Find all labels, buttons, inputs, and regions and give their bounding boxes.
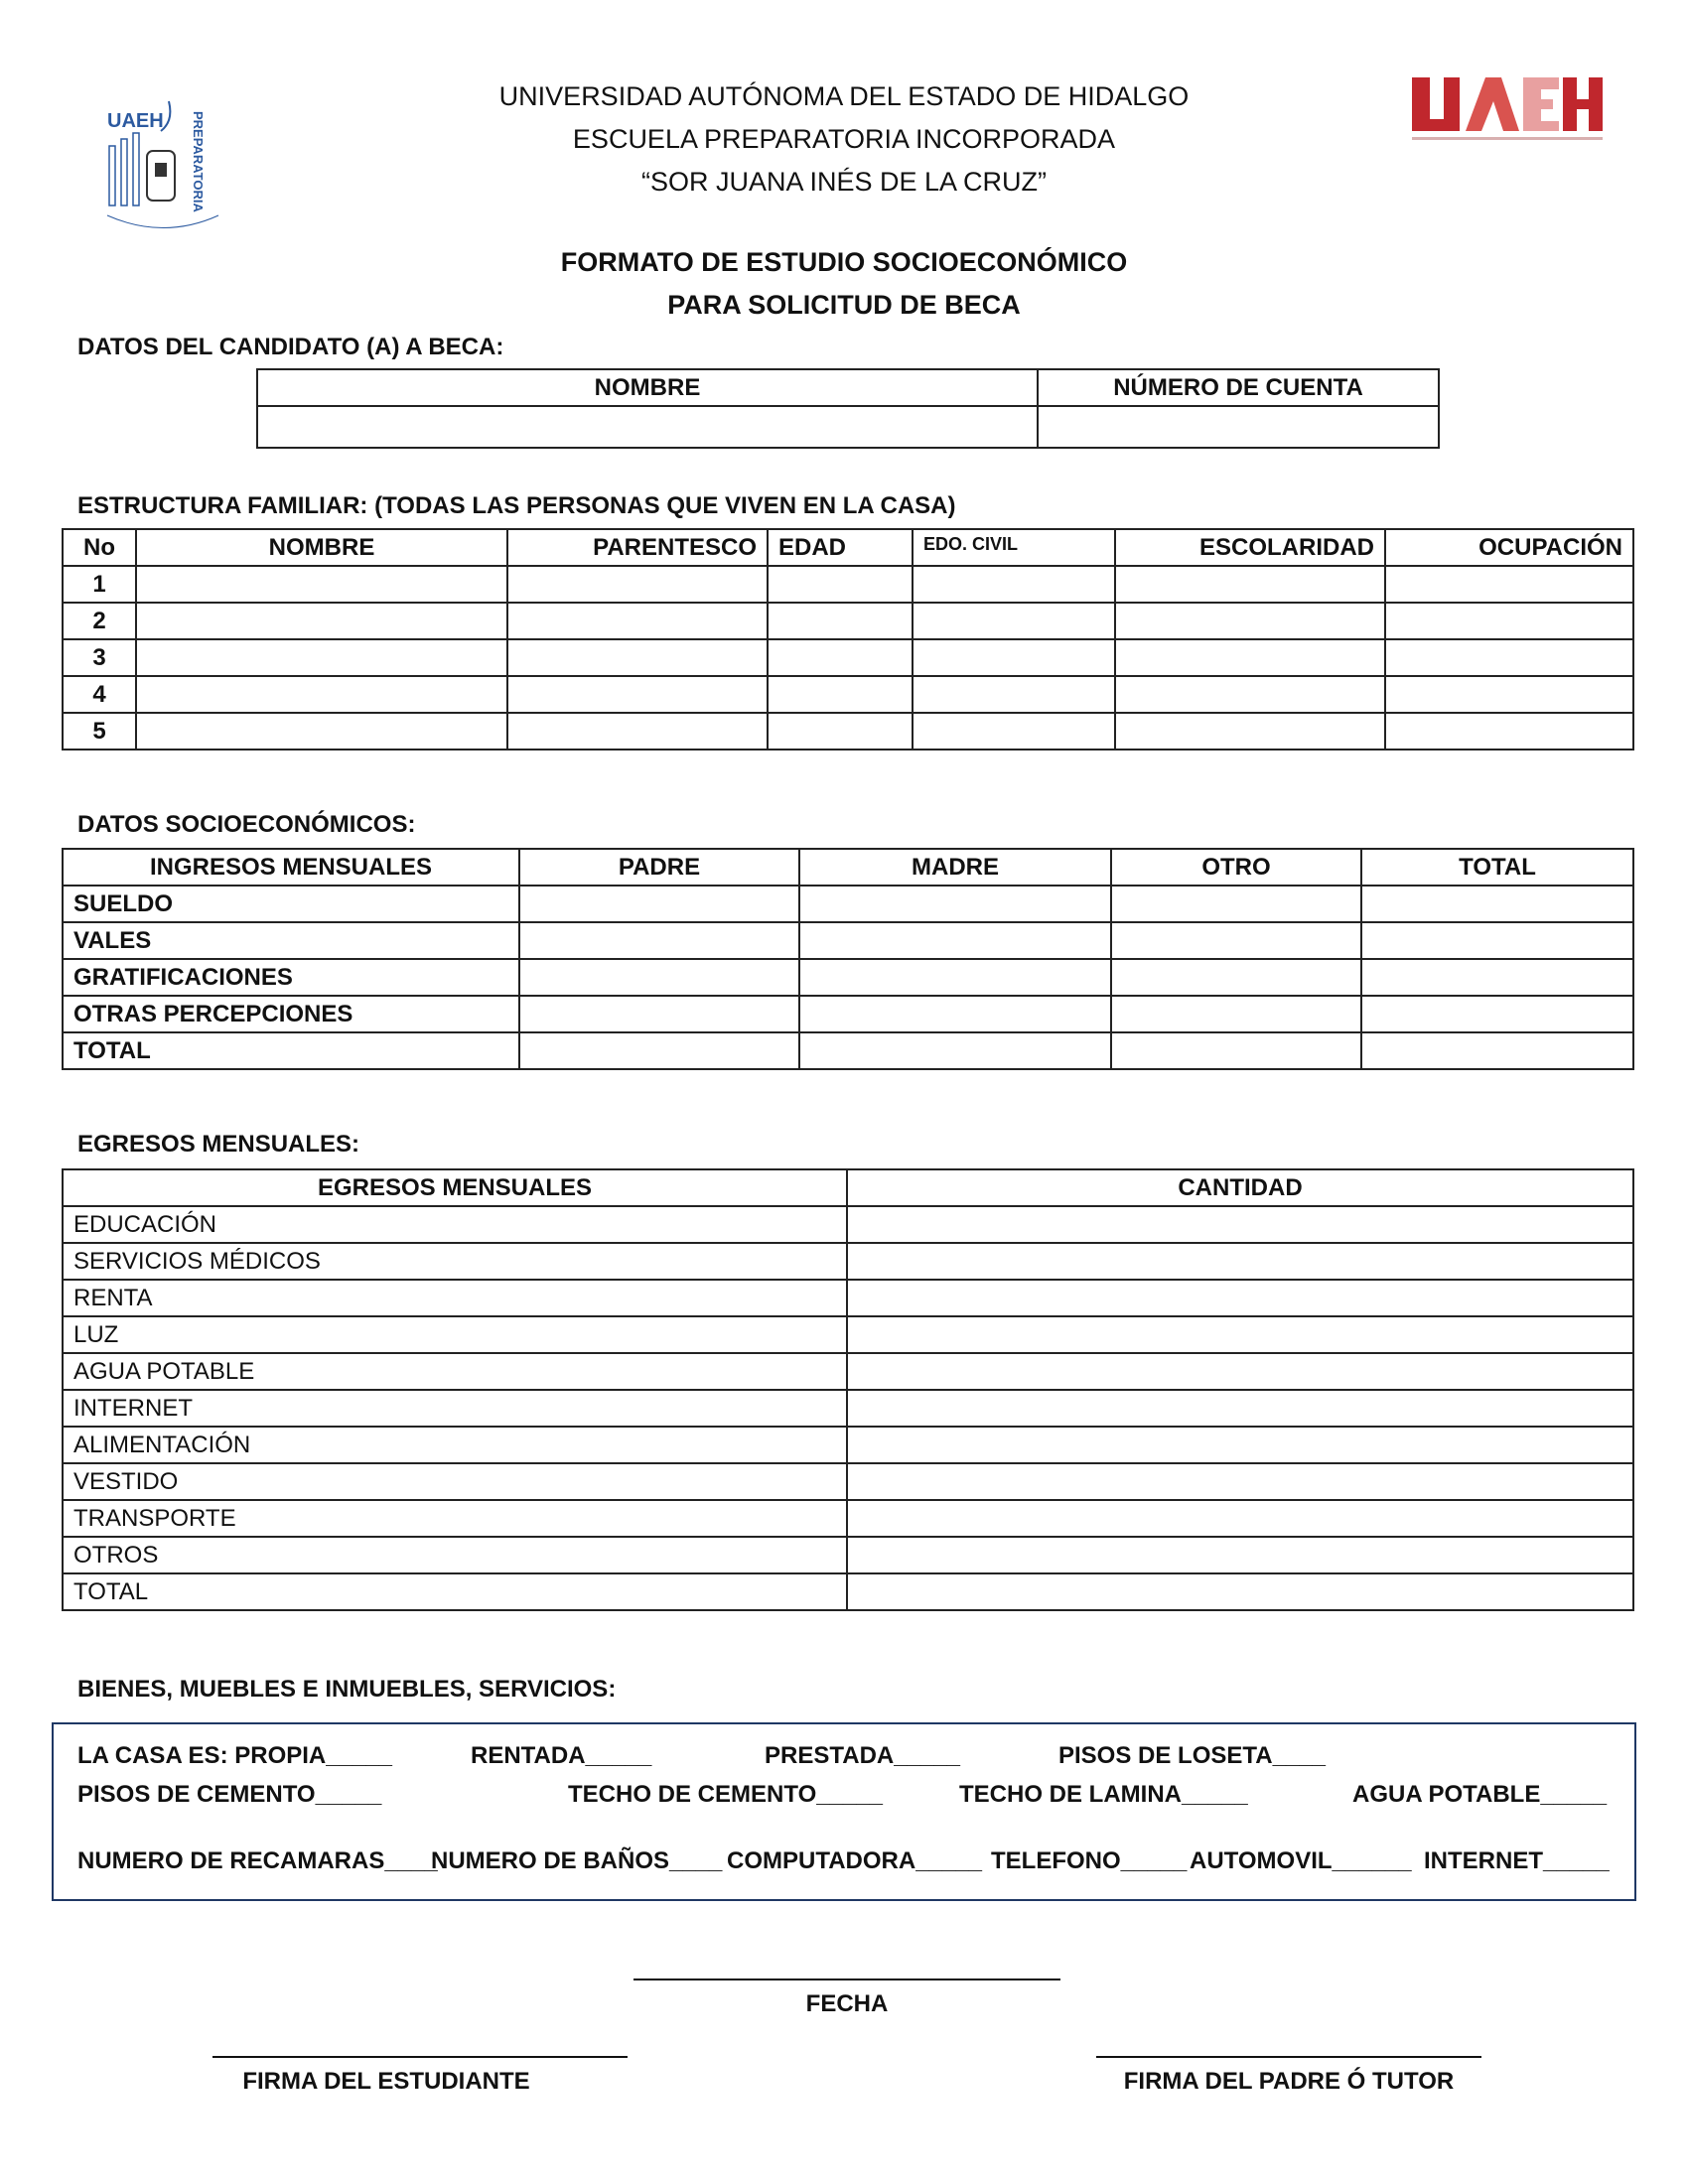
preparatoria-logo (99, 91, 228, 250)
rentada-field[interactable]: RENTADA_____ (471, 1742, 652, 1769)
computadora-field[interactable]: COMPUTADORA_____ (727, 1847, 982, 1874)
header-ingresos: INGRESOS MENSUALES (63, 849, 519, 886)
row-label: TRANSPORTE (63, 1500, 847, 1537)
table-cell[interactable] (847, 1463, 1633, 1500)
table-cell[interactable] (847, 1427, 1633, 1463)
firma-tutor-label: FIRMA DEL PADRE Ó TUTOR (1123, 2068, 1455, 2095)
table-cell[interactable] (136, 713, 507, 750)
table-cell[interactable] (1385, 676, 1633, 713)
table-cell[interactable] (768, 639, 913, 676)
table-cell[interactable] (847, 1206, 1633, 1243)
internet-field[interactable]: INTERNET_____ (1424, 1847, 1610, 1874)
table-cell[interactable] (913, 713, 1115, 750)
form-subtitle: PARA SOLICITUD DE BECA (667, 290, 1021, 320)
table-cell[interactable] (1115, 713, 1385, 750)
university-name: UNIVERSIDAD AUTÓNOMA DEL ESTADO DE HIDALGO (498, 81, 1190, 111)
section-candidato: DATOS DEL CANDIDATO (A) A BECA: (77, 334, 504, 360)
table-cell[interactable] (519, 886, 799, 922)
table-cell[interactable] (847, 1500, 1633, 1537)
table-cell[interactable] (1115, 566, 1385, 603)
table-cell[interactable] (507, 566, 768, 603)
table-cell[interactable] (1385, 639, 1633, 676)
table-cell[interactable] (1111, 996, 1361, 1032)
table-cell[interactable] (913, 566, 1115, 603)
row-label: GRATIFICACIONES (63, 959, 519, 996)
row-label: OTROS (63, 1537, 847, 1573)
table-cell[interactable] (1111, 922, 1361, 959)
table-cell[interactable] (847, 1537, 1633, 1573)
table-cell[interactable] (799, 922, 1111, 959)
table-cell[interactable] (1361, 922, 1633, 959)
table-cell[interactable] (913, 603, 1115, 639)
header-parentesco: PARENTESCO (507, 529, 768, 566)
table-cell[interactable] (847, 1316, 1633, 1353)
candidato-table (256, 368, 1440, 449)
table-cell[interactable] (847, 1390, 1633, 1427)
table-cell[interactable] (519, 922, 799, 959)
section-familia: ESTRUCTURA FAMILIAR: (TODAS LAS PERSONAS QUE VIVEN EN LA CASA) (77, 492, 956, 519)
row-label: INTERNET (63, 1390, 847, 1427)
table-cell[interactable] (799, 886, 1111, 922)
table-cell[interactable] (136, 566, 507, 603)
firma-estudiante-label: FIRMA DEL ESTUDIANTE (242, 2068, 530, 2095)
header-otro: OTRO (1111, 849, 1361, 886)
familia-table (62, 528, 1634, 751)
header-egresos: EGRESOS MENSUALES (63, 1169, 847, 1206)
row-label: VALES (63, 922, 519, 959)
automovil-field[interactable]: AUTOMOVIL______ (1190, 1847, 1412, 1874)
uaeh-logo (1408, 71, 1607, 161)
table-cell[interactable] (1111, 886, 1361, 922)
svg-text:UAEH: UAEH (107, 110, 164, 132)
header-edo-civil: EDO. CIVIL (913, 529, 1115, 566)
row-number: 1 (63, 566, 136, 603)
telefono-field[interactable]: TELEFONO_____ (991, 1847, 1188, 1874)
row-number: 4 (63, 676, 136, 713)
table-cell[interactable] (507, 676, 768, 713)
header-edad: EDAD (768, 529, 913, 566)
row-label: TOTAL (63, 1032, 519, 1069)
table-cell[interactable] (1111, 1032, 1361, 1069)
header-escolaridad: ESCOLARIDAD (1115, 529, 1385, 566)
header-nombre: NOMBRE (136, 529, 507, 566)
techo-lamina-field[interactable]: TECHO DE LAMINA_____ (959, 1781, 1248, 1808)
row-number: 5 (63, 713, 136, 750)
school-motto: “SOR JUANA INÉS DE LA CRUZ” (640, 167, 1048, 197)
row-label: ALIMENTACIÓN (63, 1427, 847, 1463)
table-cell[interactable] (847, 1573, 1633, 1610)
recamaras-field[interactable]: NUMERO DE RECAMARAS____ (77, 1847, 438, 1874)
header-total: TOTAL (1361, 849, 1633, 886)
firma-tutor-line[interactable] (1096, 2056, 1481, 2058)
table-cell[interactable] (519, 1032, 799, 1069)
table-cell[interactable] (1361, 996, 1633, 1032)
table-cell[interactable] (799, 1032, 1111, 1069)
header-no: No (63, 529, 136, 566)
table-cell[interactable] (519, 996, 799, 1032)
table-cell[interactable] (507, 713, 768, 750)
table-cell[interactable] (768, 676, 913, 713)
row-label: VESTIDO (63, 1463, 847, 1500)
row-label: SUELDO (63, 886, 519, 922)
table-cell[interactable] (507, 639, 768, 676)
section-socioeconomicos: DATOS SOCIOECONÓMICOS: (77, 811, 416, 838)
fecha-line[interactable] (633, 1979, 1060, 1980)
section-bienes: BIENES, MUEBLES E INMUEBLES, SERVICIOS: (77, 1676, 617, 1703)
table-cell[interactable] (136, 603, 507, 639)
table-cell[interactable] (1111, 959, 1361, 996)
table-cell[interactable] (1115, 639, 1385, 676)
table-cell[interactable] (913, 676, 1115, 713)
pisos-cemento-field[interactable]: PISOS DE CEMENTO_____ (77, 1781, 382, 1808)
row-label: TOTAL (63, 1573, 847, 1610)
table-cell[interactable] (1385, 713, 1633, 750)
header-padre: PADRE (519, 849, 799, 886)
casa-propia-field[interactable]: LA CASA ES: PROPIA_____ (77, 1742, 392, 1769)
table-cell[interactable] (519, 959, 799, 996)
row-label: OTRAS PERCEPCIONES (63, 996, 519, 1032)
row-label: SERVICIOS MÉDICOS (63, 1243, 847, 1280)
school-name: ESCUELA PREPARATORIA INCORPORADA (572, 124, 1116, 154)
nombre-field[interactable] (257, 406, 1038, 448)
row-number: 3 (63, 639, 136, 676)
svg-text:PREPARATORIA: PREPARATORIA (191, 111, 206, 212)
header-madre: MADRE (799, 849, 1111, 886)
table-cell[interactable] (768, 713, 913, 750)
table-cell[interactable] (847, 1353, 1633, 1390)
table-cell[interactable] (1115, 603, 1385, 639)
table-cell[interactable] (768, 566, 913, 603)
pisos-loseta-field[interactable]: PISOS DE LOSETA____ (1058, 1742, 1326, 1769)
agua-potable-field[interactable]: AGUA POTABLE_____ (1352, 1781, 1608, 1808)
egresos-table (62, 1168, 1634, 1611)
table-cell[interactable] (136, 639, 507, 676)
header-cantidad: CANTIDAD (847, 1169, 1633, 1206)
form-title: FORMATO DE ESTUDIO SOCIOECONÓMICO (560, 247, 1128, 277)
table-cell[interactable] (1385, 603, 1633, 639)
section-egresos: EGRESOS MENSUALES: (77, 1131, 360, 1158)
header-numero-cuenta: NÚMERO DE CUENTA (1038, 369, 1439, 406)
banos-field[interactable]: NUMERO DE BAÑOS____ (431, 1847, 723, 1874)
table-cell[interactable] (847, 1243, 1633, 1280)
row-label: AGUA POTABLE (63, 1353, 847, 1390)
table-cell[interactable] (913, 639, 1115, 676)
table-cell[interactable] (1361, 886, 1633, 922)
header-nombre: NOMBRE (257, 369, 1038, 406)
fecha-label: FECHA (805, 1990, 889, 2017)
table-cell[interactable] (507, 603, 768, 639)
numero-cuenta-field[interactable] (1038, 406, 1439, 448)
row-label: LUZ (63, 1316, 847, 1353)
row-label: EDUCACIÓN (63, 1206, 847, 1243)
row-number: 2 (63, 603, 136, 639)
table-cell[interactable] (1361, 959, 1633, 996)
table-cell[interactable] (1385, 566, 1633, 603)
header-ocupacion: OCUPACIÓN (1385, 529, 1633, 566)
table-cell[interactable] (136, 676, 507, 713)
firma-estudiante-line[interactable] (212, 2056, 628, 2058)
table-cell[interactable] (1361, 1032, 1633, 1069)
table-cell[interactable] (1115, 676, 1385, 713)
table-cell[interactable] (847, 1280, 1633, 1316)
ingresos-table (62, 848, 1634, 1070)
techo-cemento-field[interactable]: TECHO DE CEMENTO_____ (568, 1781, 883, 1808)
prestada-field[interactable]: PRESTADA_____ (765, 1742, 960, 1769)
row-label: RENTA (63, 1280, 847, 1316)
table-cell[interactable] (799, 959, 1111, 996)
table-cell[interactable] (768, 603, 913, 639)
table-cell[interactable] (799, 996, 1111, 1032)
